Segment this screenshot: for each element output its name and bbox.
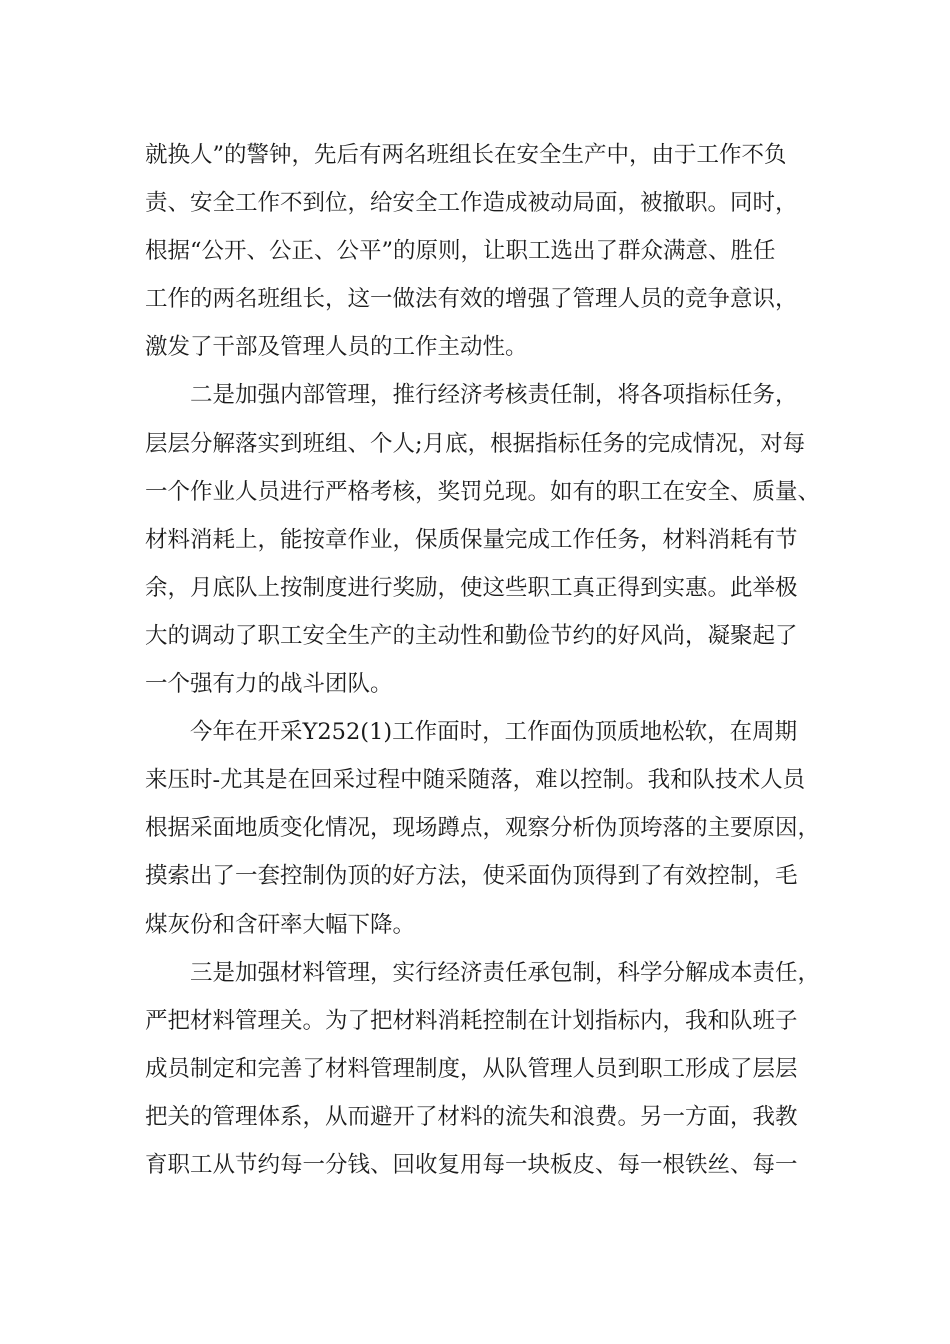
text-line: 激发了干部及管理人员的工作主动性。: [145, 334, 528, 361]
text-line: 材料消耗上，能按章作业，保质保量完成工作任务，材料消耗有节: [145, 526, 798, 553]
text-line: 责、安全工作不到位，给安全工作造成被动局面，被撤职。同时，: [145, 190, 798, 217]
paragraph: [145, 371, 825, 708]
text-line: 二是加强内部管理，推行经济考核责任制，将各项指标任务，: [190, 382, 798, 409]
text-line: 今年在开采Y252(1)工作面时，工作面伪顶质地松软，在周期: [190, 719, 798, 746]
text-line: 煤灰份和含矸率大幅下降。: [145, 911, 416, 938]
text-line: 来压时-尤其是在回采过程中随采随落，难以控制。我和队技术人员: [145, 767, 806, 794]
text-line: 把关的管理体系，从而避开了材料的流失和浪费。另一方面，我教: [145, 1103, 798, 1130]
text-line: 根据“公开、公正、公平”的原则，让职工选出了群众满意、胜任: [145, 238, 776, 265]
text-line: 余，月底队上按制度进行奖励，使这些职工真正得到实惠。此举极: [145, 574, 798, 601]
text-line: 就换人”的警钟，先后有两名班组长在安全生产中，由于工作不负: [145, 142, 787, 168]
text-line: 层层分解落实到班组、个人;月底，根据指标任务的完成情况，对每: [145, 430, 806, 457]
text-line: 根据采面地质变化情况，现场蹲点，观察分析伪顶垮落的主要原因，: [145, 815, 821, 842]
text-line: 一个强有力的战斗团队。: [145, 671, 393, 698]
text-line: 育职工从节约每一分钱、回收复用每一块板皮、每一根铁丝、每一: [145, 1151, 798, 1178]
paragraph: [145, 708, 825, 948]
document-body: [145, 131, 825, 1189]
text-line: 工作的两名班组长，这一做法有效的增强了管理人员的竞争意识，: [145, 286, 798, 313]
text-line: 摸索出了一套控制伪顶的好方法，使采面伪顶得到了有效控制，毛: [145, 863, 798, 890]
text-line: 严把材料管理关。为了把材料消耗控制在计划指标内，我和队班子: [145, 1007, 798, 1034]
text-line: 成员制定和完善了材料管理制度，从队管理人员到职工形成了层层: [145, 1055, 798, 1082]
text-line: 三是加强材料管理，实行经济责任承包制，科学分解成本责任，: [190, 959, 821, 986]
paragraph: [145, 131, 825, 371]
text-line: 一个作业人员进行严格考核，奖罚兑现。如有的职工在安全、质量、: [145, 478, 821, 505]
text-line: 大的调动了职工安全生产的主动性和勤俭节约的好风尚，凝聚起了: [145, 622, 798, 649]
paragraph: [145, 949, 825, 1189]
